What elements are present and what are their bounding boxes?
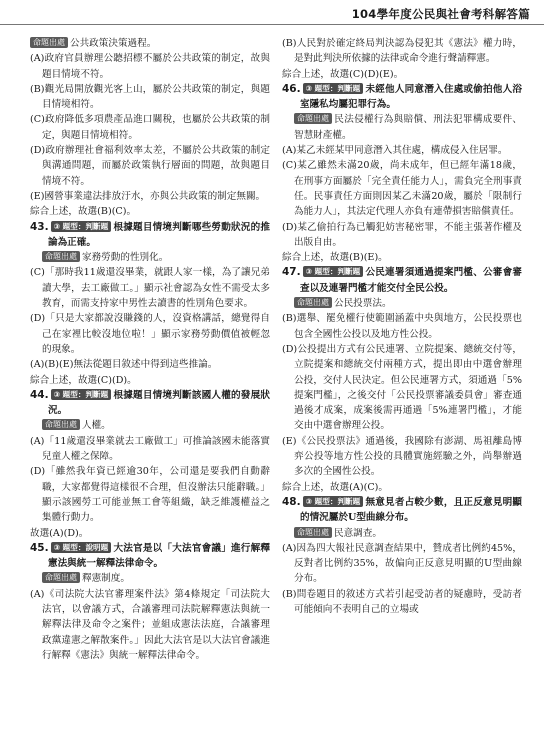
q48-topic: 命題出處 民意調查。 — [282, 526, 522, 541]
q42-option-a: (A)政府官員辦理公聽招標不屬於公共政策的制定，故與題目情境不符。 — [30, 53, 270, 80]
q42-topic: 命題出處 公共政策決策過程。 — [30, 36, 270, 51]
q43-heading — [30, 220, 270, 251]
q46-badge: ③ 題型：判斷題 — [303, 83, 364, 94]
q48-badge: ③ 題型：判斷題 — [303, 496, 364, 507]
header-divider — [0, 24, 544, 25]
q45-heading — [30, 541, 270, 572]
q48-item-a: (A)因為四大報社民意調查結果中，贊成者比例約45%，反對者比例約35%，故偏向正反意見明顯的U型曲線分布。 — [282, 542, 522, 585]
q46-stem: 未經他人同意潛入住處或偷拍他人浴室隱私均屬犯罪行為。 — [300, 83, 522, 111]
q44-item-a: (A)「11歲還沒畢業就去工廠做工」可推論該國未能落實兒童人權之保障。 — [30, 435, 270, 463]
q48-heading — [282, 495, 522, 526]
right-column — [282, 36, 522, 617]
page-header — [0, 4, 544, 22]
q46-conclusion: 綜合上述，故選(B)(E)。 — [282, 252, 388, 264]
q45-number: 45. — [30, 541, 49, 554]
q42-option-b: (B)觀光局開放觀光客上山，屬於公共政策的制定，與題目情境相符。 — [30, 83, 270, 111]
q46-item-c: (C)某乙雖然未滿20歲，尚未成年，但已經年滿18歲，在刑事方面屬於「完全責任能力人」，需負完全刑事責任。民事責任方面則因某乙未滿20歲，屬於「限制行為能力人」，其法定代理人亦負有連帶損害賠償責任。 — [282, 160, 522, 218]
q47-item-e: (E)《公民投票法》通過後，我國除有澎湖、馬祖離島博弈公投等地方性公投的具體實施經驗之外，尚舉辦過多次的全國性公投。 — [282, 435, 522, 478]
q44-stem: 根據題目情境判斷該國人權的發展狀況。 — [48, 389, 270, 417]
q43-conclusion: 綜合上述，故選(C)(D)。 — [30, 374, 137, 386]
q42-option-e: (E)國營事業違法排放汙水，亦與公共政策的制定無關。 — [30, 190, 266, 202]
q43-topic: 命題出處 家務勞動的性別化。 — [30, 250, 270, 265]
q43-item-d: (D)「只是大家都說沒賺錢的人，沒資格講話，總覺得自己在家裡比較沒地位啦！」顯示家務勞動價值被輕忽的現象。 — [30, 313, 270, 355]
q47-item-d: (D)公投提出方式有公民連署、立院提案、總統交付等，立院提案和總統交付兩種方式，提出即由中選會辦理公投，交付人民決定。但公民連署方式，須通過「5%提案門檻」，之後交付「公民投票審議委員會」審查通過後才成案，成案後需再通過「5%連署門檻」，才能交由中選會辦理公投。 — [282, 343, 522, 432]
q44-badge: ③ 題型：判斷題 — [51, 389, 112, 400]
q45-item-a: (A)《司法院大法官審理案件法》第4條規定「司法院大法官，以會議方式，合議審理司法院解釋憲法與統一解釋法律及命令之案件；並組成憲法法庭，合議審理政黨違憲之解散案件。」因此大法官是以大法官會議進行解釋《憲法》與統一解釋法律命令。 — [30, 588, 270, 661]
q47-conclusion: 綜合上述，故選(A)(C)。 — [282, 481, 388, 493]
q46-topic: 命題出處 民法侵權行為與賠償、刑法犯罪構成要件、智慧財產權。 — [294, 114, 522, 141]
q43-item-c: (C)「那時我11歲還沒畢業，就跟人家一樣，為了讓兄弟讀大學，去工廠做工。」顯示社會認為女性不需受太多教育，而需支持家中男性去讀書的性別角色要求。 — [30, 267, 270, 310]
q45-stem: 大法官是以「大法官會議」進行解釋憲法與統一解釋法律命令。 — [48, 542, 270, 570]
q46-item-a: (A)某乙未經某甲同意潛入其住處，構成侵入住居罪。 — [282, 145, 508, 157]
q46-number: 46. — [282, 82, 301, 95]
q42-option-c: (C)政府降低多項農產品進口關稅，也屬於公共政策的制定，與題目情境相符。 — [30, 114, 270, 141]
q43-number: 43. — [30, 220, 49, 233]
source-label: 命題出處 — [42, 251, 80, 262]
source-label: 命題出處 — [30, 37, 68, 48]
q45-topic: 命題出處 釋憲制度。 — [30, 571, 270, 586]
q42-conclusion: 綜合上述，故選(B)(C)。 — [30, 206, 137, 218]
q47-heading — [282, 265, 522, 296]
q43-badge: ③ 題型：判斷題 — [51, 221, 112, 232]
q48-item-b: (B)問卷題目的敘述方式若引起受訪者的疑慮時，受訪者可能傾向不表明自己的立場或 — [282, 588, 522, 615]
source-label: 命題出處 — [42, 572, 80, 583]
q47-topic: 命題出處 公民投票法。 — [282, 296, 522, 311]
source-label: 命題出處 — [294, 297, 332, 308]
q44-heading — [30, 388, 270, 419]
q44-item-d: (D)「雖然我年資已經逾30年，公司還是要我們自動辭職，大家都覺得這樣很不合理，但沒辦法只能辭職。」顯示該國勞工可能並無工會等組織，缺乏維護權益之集體行動力。 — [30, 466, 270, 524]
q44-topic: 命題出處 人權。 — [30, 418, 270, 433]
q47-number: 47. — [282, 266, 301, 279]
q45-item-b: (B)人民對於確定終局判決認為侵犯其《憲法》權力時，是對此判決所依據的法律或命令進行聲請釋憲。 — [282, 38, 522, 65]
page-title: 104學年度公民與社會考科解答篇 — [351, 7, 530, 21]
q44-conclusion: 故選(A)(D)。 — [30, 527, 89, 539]
source-label: 命題出處 — [294, 113, 332, 124]
q45-badge: ③ 題型：說明題 — [51, 542, 112, 553]
q48-number: 48. — [282, 495, 301, 508]
source-label: 命題出處 — [294, 527, 332, 538]
q48-stem: 無意見者占較少數，且正反意見明顯的情況屬於U型曲線分布。 — [300, 496, 522, 524]
q45-conclusion: 綜合上述，故選(C)(D)(E)。 — [282, 68, 404, 80]
q47-item-b: (B)選舉、罷免權行使範圍涵蓋中央與地方，公民投票也包含全國性公投以及地方性公投。 — [282, 313, 522, 340]
q46-heading — [282, 82, 522, 113]
q42-option-d: (D)政府辦理社會福利效率太差，不屬於公共政策的制定與溝通問題，而屬於政策執行層面的問題，故與題目情境不符。 — [30, 145, 270, 187]
left-column — [30, 36, 270, 663]
q44-number: 44. — [30, 388, 49, 401]
q47-badge: ③ 題型：判斷題 — [303, 266, 364, 277]
q47-stem: 公民連署須通過提案門檻、公審會審查以及連署門檻才能交付全民公投。 — [300, 267, 522, 294]
q46-item-d: (D)某乙偷拍行為已觸犯妨害秘密罪，不能主張著作權及出版自由。 — [282, 221, 522, 248]
q43-stem: 根據題目情境判斷哪些勞動狀況的推論為正確。 — [48, 221, 270, 248]
q43-item-abe: (A)(B)(E)無法從題目敘述中得到這些推論。 — [30, 359, 218, 371]
source-label: 命題出處 — [42, 419, 80, 430]
